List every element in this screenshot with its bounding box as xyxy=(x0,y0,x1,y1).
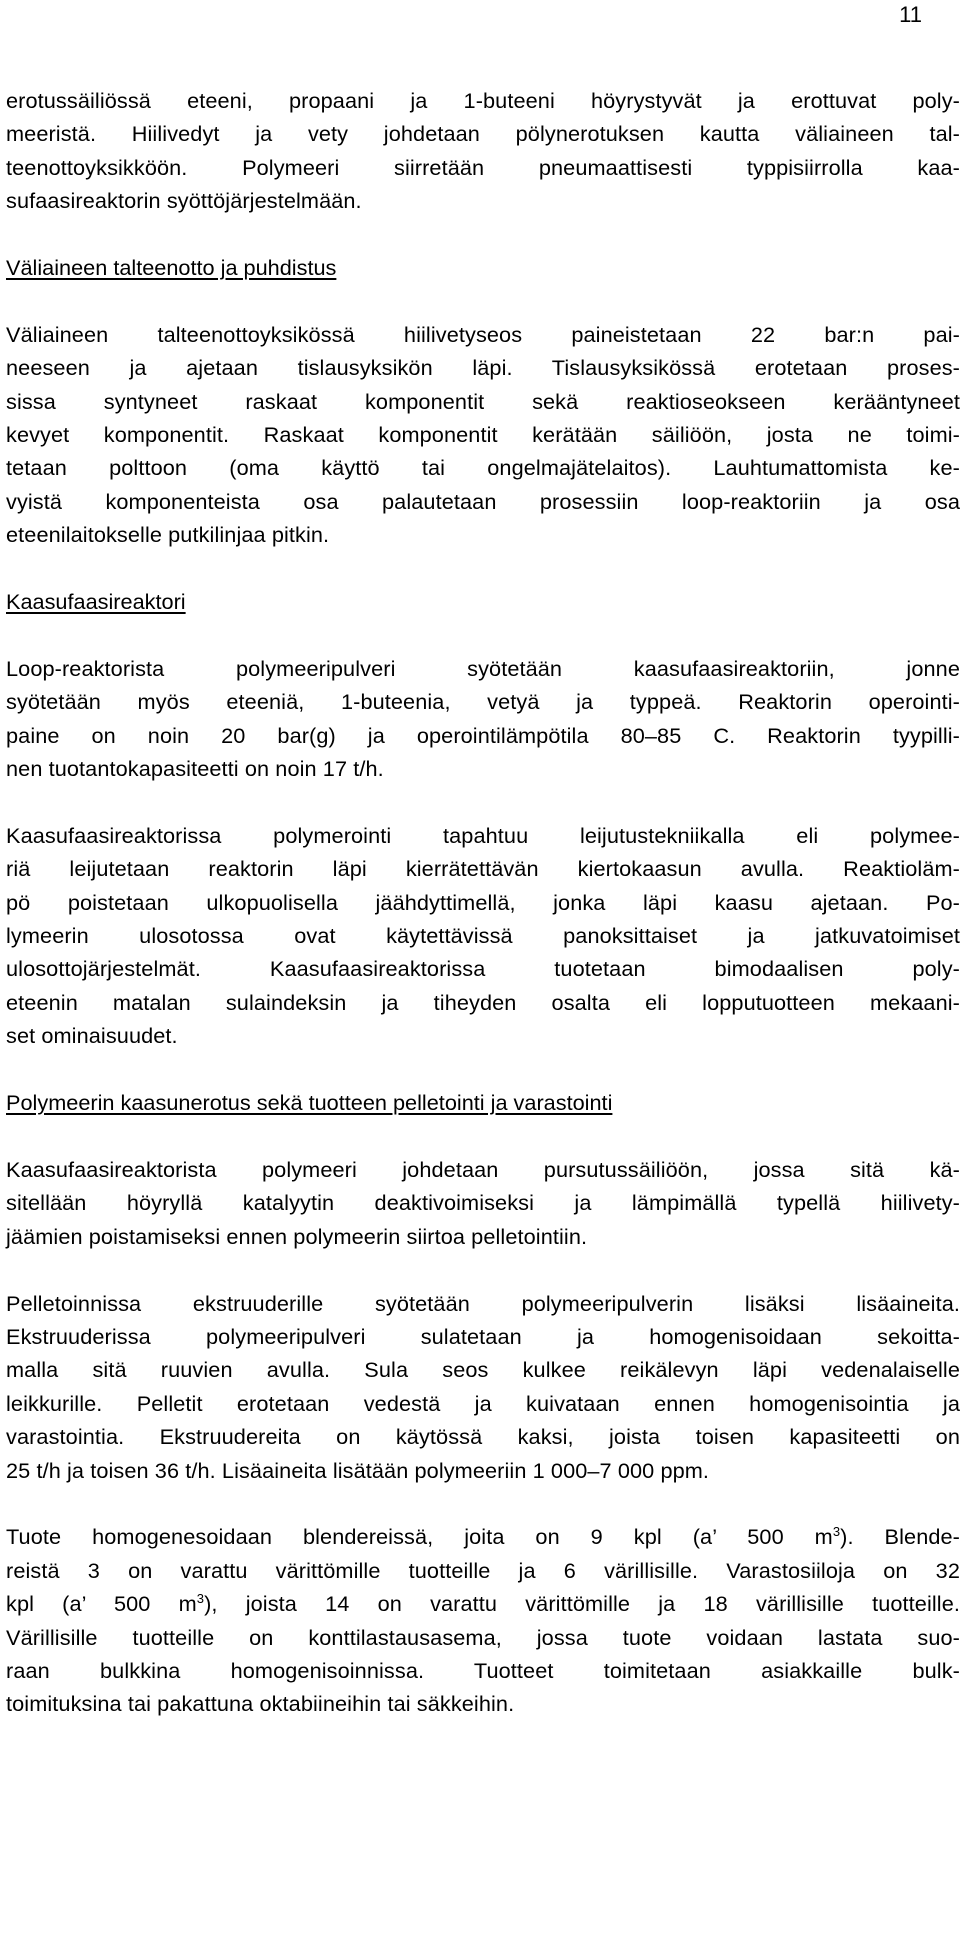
text-line xyxy=(6,1520,960,1553)
paragraph-storage xyxy=(6,1520,960,1720)
text-line: paine on noin 20 bar(g) ja operointilämpötila 80–85 C. Reaktorin tyypilli- xyxy=(6,722,960,748)
text-line: Kaasufaasireaktorista polymeeri johdetaan pursutussäiliöön, jossa sitä kä- xyxy=(6,1156,960,1182)
text-line: eteenilaitokselle putkilinjaa pitkin. xyxy=(6,522,330,548)
text-segment: ), joista 14 on varattu värittömille ja 18 värillisille tuotteille. xyxy=(204,1591,960,1617)
text-line: tetaan polttoon (oma käyttö tai ongelmajätelaitos). Lauhtumattomista ke- xyxy=(6,455,960,481)
text-line: set ominaisuudet. xyxy=(6,1023,178,1049)
document-body xyxy=(6,84,960,1721)
section-heading-gas-phase-reactor: Kaasufaasireaktori xyxy=(6,589,186,615)
text-line: eteenin matalan sulaindeksin ja tiheyden osalta eli lopputuotteen mekaani- xyxy=(6,989,960,1015)
text-line: Värillisille tuotteille on konttilastausasema, jossa tuote voidaan lastata suo- xyxy=(6,1624,960,1650)
paragraph-intro xyxy=(6,84,960,218)
text-line: Kaasufaasireaktorissa polymerointi tapahtuu leijutustekniikalla eli polymee- xyxy=(6,822,960,848)
text-line: toimituksina tai pakattuna oktabiineihin tai säkkeihin. xyxy=(6,1691,515,1717)
superscript: 3 xyxy=(196,1590,205,1606)
text-line: syötetään myös eteeniä, 1-buteenia, vetyä ja typpeä. Reaktorin operointi- xyxy=(6,689,960,715)
text-line: varastointia. Ekstruudereita on käytössä kaksi, joista toisen kapasiteetti on xyxy=(6,1424,960,1450)
text-segment: ). Blende- xyxy=(840,1524,960,1550)
text-line: Väliaineen talteenottoyksikössä hiilivetyseos paineistetaan 22 bar:n pai- xyxy=(6,321,960,347)
superscript: 3 xyxy=(832,1524,841,1540)
text-segment: Tuote homogenesoidaan blendereissä, joita on 9 kpl (a’ 500 m xyxy=(6,1524,833,1550)
text-line: meeristä. Hiilivedyt ja vety johdetaan pölynerotuksen kautta väliaineen tal- xyxy=(6,121,960,147)
text-line: lymeerin ulosotossa ovat käytettävissä panoksittaiset ja jatkuvatoimiset xyxy=(6,923,960,949)
section-heading-medium-recovery: Väliaineen talteenotto ja puhdistus xyxy=(6,255,337,281)
text-line: 25 t/h ja toisen 36 t/h. Lisäaineita lisätään polymeeriin 1 000–7 000 ppm. xyxy=(6,1457,710,1483)
text-line: Pelletoinnissa ekstruuderille syötetään polymeeripulverin lisäksi lisäaineita. xyxy=(6,1290,960,1316)
paragraph-reactor-feed xyxy=(6,652,960,786)
paragraph-medium-recovery xyxy=(6,318,960,552)
text-segment: kpl (a’ 500 m xyxy=(6,1591,197,1617)
text-line: kevyet komponentit. Raskaat komponentit kerätään säiliöön, josta ne toimi- xyxy=(6,422,960,448)
text-line: jäämien poistamiseksi ennen polymeerin siirtoa pelletointiin. xyxy=(6,1223,588,1249)
text-line: ulosottojärjestelmät. Kaasufaasireaktorissa tuotetaan bimodaalisen poly- xyxy=(6,956,960,982)
text-line: erotussäiliössä eteeni, propaani ja 1-buteeni höyrystyvät ja erottuvat poly- xyxy=(6,88,960,113)
text-line: sitellään höyryllä katalyytin deaktivoimiseksi ja lämpimällä typellä hiilivety- xyxy=(6,1190,960,1216)
text-line: pö poistetaan ulkopuolisella jäähdyttimellä, jonka läpi kaasu ajetaan. Po- xyxy=(6,889,960,915)
text-line: reistä 3 on varattu värittömille tuotteille ja 6 värillisille. Varastosiiloja on 32 xyxy=(6,1557,960,1583)
section-heading-separation-pelletizing: Polymeerin kaasunerotus sekä tuotteen pelletointi ja varastointi xyxy=(6,1090,613,1116)
paragraph-pelletizing xyxy=(6,1287,960,1487)
text-line: sufaasireaktorin syöttöjärjestelmään. xyxy=(6,188,362,214)
text-line: nen tuotantokapasiteetti on noin 17 t/h. xyxy=(6,756,384,782)
text-line: raan bulkkina homogenisoinnissa. Tuotteet toimitetaan asiakkaille bulk- xyxy=(6,1657,960,1683)
text-line: Ekstruuderissa polymeeripulveri sulatetaan ja homogenisoidaan sekoitta- xyxy=(6,1323,960,1349)
text-line: Loop-reaktorista polymeeripulveri syötetään kaasufaasireaktoriin, jonne xyxy=(6,655,960,681)
text-line: leikkurille. Pelletit erotetaan vedestä ja kuivataan ennen homogenisointia ja xyxy=(6,1390,960,1416)
text-line: vyistä komponenteista osa palautetaan prosessiin loop-reaktoriin ja osa xyxy=(6,488,960,514)
text-line: sissa syntyneet raskaat komponentit sekä reaktioseokseen kerääntyneet xyxy=(6,388,960,414)
paragraph-purge xyxy=(6,1153,960,1253)
text-line xyxy=(6,1587,960,1620)
text-line: neeseen ja ajetaan tislausyksikön läpi. Tislausyksikössä erotetaan proses- xyxy=(6,355,960,381)
text-line: malla sitä ruuvien avulla. Sula seos kulkee reikälevyn läpi vedenalaiselle xyxy=(6,1357,960,1383)
paragraph-reactor-process xyxy=(6,819,960,1053)
text-line: riä leijutetaan reaktorin läpi kierrätettävän kiertokaasun avulla. Reaktioläm- xyxy=(6,856,960,882)
page-number: 11 xyxy=(899,2,922,27)
text-line: teenottoyksikköön. Polymeeri siirretään pneumaattisesti typpisiirrolla kaa- xyxy=(6,154,960,180)
